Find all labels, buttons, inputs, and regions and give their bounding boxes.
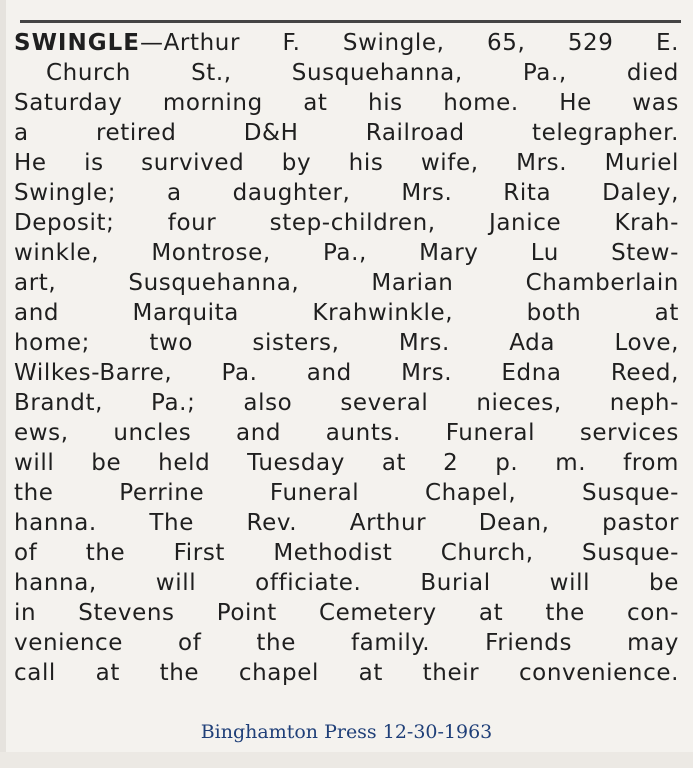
obituary-line-9: art, Susquehanna, Marian Chamberlain (14, 270, 679, 296)
obituary-line-8: winkle, Montrose, Pa., Mary Lu Stew- (14, 240, 679, 266)
obituary-line-20: in Stevens Point Cemetery at the con- (14, 600, 679, 626)
column-rule (20, 20, 681, 23)
obituary-line-1 (14, 28, 679, 58)
obituary-line-10: and Marquita Krahwinkle, both at (14, 300, 679, 326)
obituary-line-2: Church St., Susquehanna, Pa., died (46, 60, 679, 86)
obituary-clipping (14, 24, 679, 714)
obituary-line-13: Brandt, Pa.; also several nieces, neph- (14, 390, 679, 416)
obituary-line-7: Deposit; four step-children, Janice Krah- (14, 210, 679, 236)
obituary-line-21: venience of the family. Friends may (14, 630, 679, 656)
obituary-line-1-text: —Arthur F. Swingle, 65, 529 E. (140, 30, 679, 56)
obituary-line-22: call at the chapel at their convenience. (14, 660, 679, 686)
obituary-line-19: hanna, will officiate. Burial will be (14, 570, 679, 596)
obituary-line-3: Saturday morning at his home. He was (14, 90, 679, 116)
scan-edge (0, 0, 6, 768)
obituary-line-17: hanna. The Rev. Arthur Dean, pastor (14, 510, 679, 536)
obituary-line-12: Wilkes-Barre, Pa. and Mrs. Edna Reed, (14, 360, 679, 386)
obituary-line-15: will be held Tuesday at 2 p. m. from (14, 450, 679, 476)
scan-bottom-edge (0, 752, 693, 768)
obituary-headword: SWINGLE (14, 30, 140, 56)
obituary-line-18: of the First Methodist Church, Susque- (14, 540, 679, 566)
obituary-line-5: He is survived by his wife, Mrs. Muriel (14, 150, 679, 176)
obituary-line-14: ews, uncles and aunts. Funeral services (14, 420, 679, 446)
obituary-line-4: a retired D&H Railroad telegrapher. (14, 120, 679, 146)
obituary-line-6: Swingle; a daughter, Mrs. Rita Daley, (14, 180, 679, 206)
obituary-line-11: home; two sisters, Mrs. Ada Love, (14, 330, 679, 356)
source-caption: Binghamton Press 12-30-1963 (200, 721, 493, 743)
obituary-line-16: the Perrine Funeral Chapel, Susque- (14, 480, 679, 506)
